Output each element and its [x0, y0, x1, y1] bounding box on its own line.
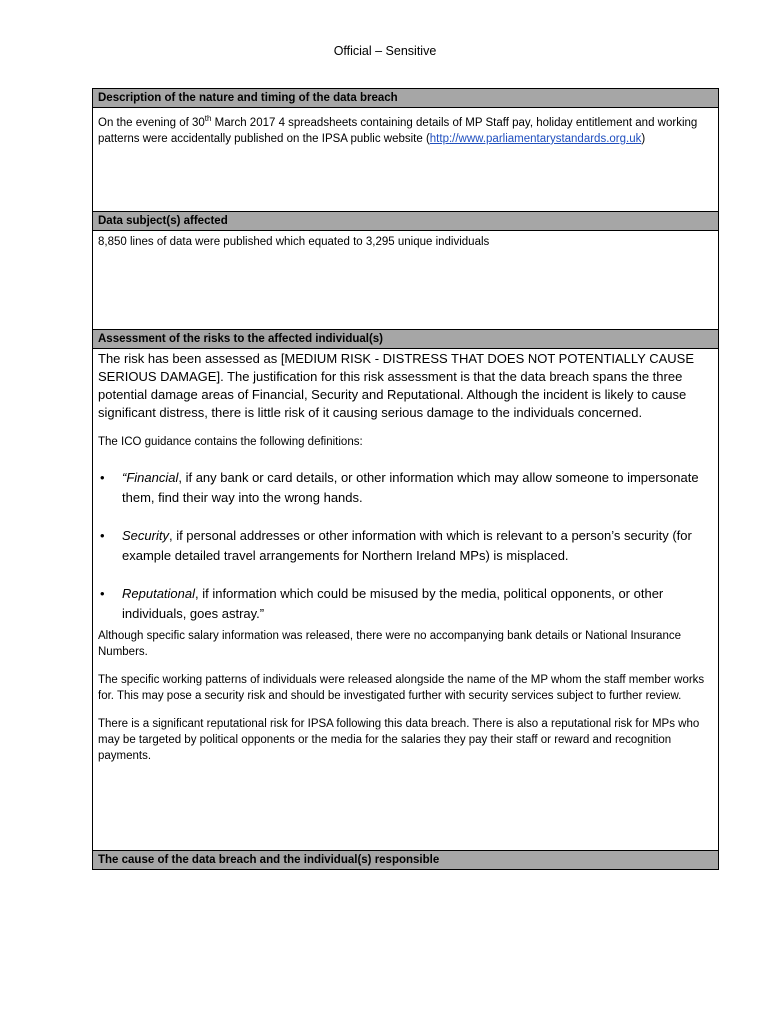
definition-term: Reputational: [122, 586, 195, 601]
description-text-end: ): [641, 132, 646, 145]
website-link[interactable]: http://www.parliamentarystandards.org.uk: [429, 132, 642, 145]
section-heading-cause: The cause of the data breach and the individual(s) responsible: [93, 851, 718, 869]
section-body-description: [93, 108, 718, 212]
definition-term: “Financial: [122, 470, 179, 485]
bullet-icon: •: [100, 470, 105, 485]
section-heading-risks: Assessment of the risks to the affected individual(s): [93, 330, 718, 349]
bullet-icon: •: [100, 528, 105, 543]
definition-security: [98, 526, 713, 566]
definitions-list: [98, 468, 713, 624]
salary-paragraph: Although specific salary information was released, there were no accompanying bank details or National Insurance Numbers.: [98, 630, 681, 658]
classification-label: Official – Sensitive: [333, 44, 437, 58]
bullet-icon: •: [100, 586, 105, 601]
section-heading-subjects: Data subject(s) affected: [93, 212, 718, 231]
section-body-risks: [93, 349, 718, 851]
risk-intro: The risk has been assessed as [MEDIUM RISK - DISTRESS THAT DOES NOT POTENTIALLY CAUSE SERIOUS DAMAGE]. The justification for this risk assessment is that the data breach spans the three potential damage areas of Financial, Security and Reputational. Although the incident is likely to cause significant distress, there is little risk of it causing serious damage to the individuals concerned.: [98, 351, 695, 420]
definition-text: , if information which could be misused by the media, political opponents, or other individuals, goes astray.”: [122, 586, 664, 621]
reputational-risk-paragraph: There is a significant reputational risk for IPSA following this data breach. There is also a reputational risk for MPs who may be targeted by political opponents or the media for the salaries they pay their staff or reward and recognition payments.: [98, 718, 700, 762]
definition-text: , if personal addresses or other information with which is relevant to a person’s security (for example detailed travel arrangements for Northern Ireland MPs) is misplaced.: [122, 528, 692, 563]
description-text: [98, 111, 713, 147]
definition-text: , if any bank or card details, or other information which may allow someone to impersonate them, find their way into the wrong hands.: [122, 470, 699, 505]
breach-report-table: [92, 88, 719, 870]
working-patterns-paragraph: The specific working patterns of individuals were released alongside the name of the MP whom the staff member works for. This may pose a security risk and should be investigated further with security services subject to further review.: [98, 674, 705, 702]
section-body-subjects: [93, 231, 718, 330]
date-superscript: th: [204, 114, 212, 123]
definition-term: Security: [122, 528, 169, 543]
subjects-text: 8,850 lines of data were published which equated to 3,295 unique individuals: [98, 236, 490, 248]
section-heading-description: Description of the nature and timing of the data breach: [93, 89, 718, 108]
definition-reputational: [98, 584, 713, 624]
description-text-middle: March 2017 4 spreadsheets containing details of MP Staff pay, holiday entitlement and working patterns were accidentally published on the IPSA public website (: [98, 116, 698, 145]
ico-guidance-text: The ICO guidance contains the following definitions:: [98, 436, 363, 448]
definition-financial: [98, 468, 713, 508]
description-text-start: On the evening of 30: [98, 116, 205, 129]
page-header: [0, 44, 770, 58]
